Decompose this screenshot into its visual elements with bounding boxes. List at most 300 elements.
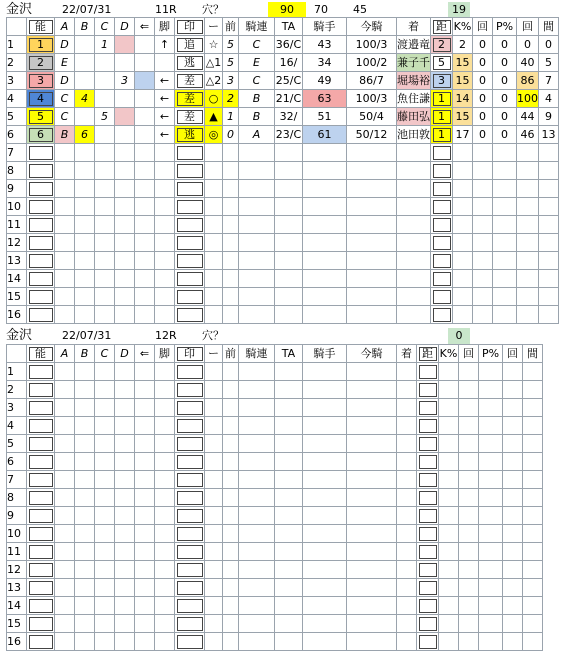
cell[interactable]	[223, 270, 239, 288]
cell[interactable]: ↑	[155, 36, 175, 54]
cell[interactable]	[479, 561, 503, 579]
cell[interactable]	[75, 525, 95, 543]
cell[interactable]	[439, 489, 459, 507]
cell[interactable]	[459, 453, 479, 471]
cell[interactable]	[175, 579, 205, 597]
cell[interactable]	[479, 633, 503, 651]
cell[interactable]: 0	[493, 90, 517, 108]
cell[interactable]	[303, 561, 347, 579]
cell[interactable]	[135, 72, 155, 90]
cell[interactable]	[135, 507, 155, 525]
cell[interactable]	[175, 471, 205, 489]
cell[interactable]	[303, 363, 347, 381]
cell[interactable]	[175, 417, 205, 435]
cell[interactable]	[503, 633, 523, 651]
cell[interactable]: 23/C	[275, 126, 303, 144]
cell[interactable]	[397, 198, 431, 216]
cell[interactable]	[55, 180, 75, 198]
cell[interactable]: 63	[303, 90, 347, 108]
cell[interactable]	[115, 381, 135, 399]
cell[interactable]	[493, 270, 517, 288]
cell[interactable]	[239, 525, 275, 543]
cell[interactable]	[347, 270, 397, 288]
cell[interactable]	[439, 399, 459, 417]
cell[interactable]	[303, 381, 347, 399]
cell[interactable]	[347, 381, 397, 399]
cell[interactable]	[275, 381, 303, 399]
cell[interactable]	[239, 162, 275, 180]
cell[interactable]	[95, 633, 115, 651]
cell[interactable]	[239, 417, 275, 435]
cell[interactable]	[459, 363, 479, 381]
cell[interactable]: ←	[155, 90, 175, 108]
cell[interactable]	[75, 270, 95, 288]
cell[interactable]	[135, 399, 155, 417]
cell[interactable]	[239, 507, 275, 525]
cell[interactable]	[155, 381, 175, 399]
cell[interactable]: 6	[75, 126, 95, 144]
cell[interactable]: ▲	[205, 108, 223, 126]
cell[interactable]	[175, 270, 205, 288]
cell[interactable]	[523, 471, 543, 489]
cell[interactable]	[27, 252, 55, 270]
cell[interactable]	[417, 579, 439, 597]
cell[interactable]	[397, 180, 431, 198]
cell[interactable]	[239, 453, 275, 471]
cell[interactable]	[347, 252, 397, 270]
cell[interactable]	[205, 363, 223, 381]
cell[interactable]	[175, 399, 205, 417]
cell[interactable]	[155, 453, 175, 471]
cell[interactable]	[205, 543, 223, 561]
cell[interactable]	[347, 180, 397, 198]
cell[interactable]	[397, 399, 417, 417]
cell[interactable]	[55, 561, 75, 579]
cell[interactable]	[95, 288, 115, 306]
cell[interactable]	[75, 561, 95, 579]
cell[interactable]	[275, 453, 303, 471]
cell[interactable]	[417, 363, 439, 381]
cell[interactable]	[55, 363, 75, 381]
cell[interactable]: 9	[7, 180, 27, 198]
cell[interactable]: 2	[7, 381, 27, 399]
cell[interactable]	[205, 270, 223, 288]
cell[interactable]	[27, 270, 55, 288]
cell[interactable]	[75, 306, 95, 324]
cell[interactable]	[135, 363, 155, 381]
cell[interactable]	[493, 252, 517, 270]
cell[interactable]	[347, 633, 397, 651]
cell[interactable]	[205, 633, 223, 651]
cell[interactable]	[115, 435, 135, 453]
cell[interactable]	[239, 597, 275, 615]
cell[interactable]	[27, 507, 55, 525]
cell[interactable]	[503, 489, 523, 507]
cell[interactable]: 11	[7, 216, 27, 234]
cell[interactable]	[539, 270, 559, 288]
cell[interactable]: 8	[7, 162, 27, 180]
cell[interactable]	[303, 579, 347, 597]
cell[interactable]	[115, 180, 135, 198]
cell[interactable]	[431, 252, 453, 270]
cell[interactable]	[223, 399, 239, 417]
cell[interactable]	[439, 381, 459, 399]
cell[interactable]	[155, 489, 175, 507]
cell[interactable]: 堀場裕	[397, 72, 431, 90]
cell[interactable]	[303, 288, 347, 306]
cell[interactable]: 46	[517, 126, 539, 144]
cell[interactable]: 12	[7, 561, 27, 579]
cell[interactable]	[397, 597, 417, 615]
cell[interactable]	[397, 363, 417, 381]
cell[interactable]: 2	[223, 90, 239, 108]
cell[interactable]	[75, 234, 95, 252]
cell[interactable]	[175, 180, 205, 198]
cell[interactable]	[275, 288, 303, 306]
cell[interactable]	[205, 435, 223, 453]
cell[interactable]: 100	[517, 90, 539, 108]
cell[interactable]	[493, 144, 517, 162]
cell[interactable]	[417, 525, 439, 543]
cell[interactable]	[175, 507, 205, 525]
cell[interactable]: 86/7	[347, 72, 397, 90]
cell[interactable]	[439, 417, 459, 435]
cell[interactable]	[417, 471, 439, 489]
cell[interactable]: 2	[431, 36, 453, 54]
cell[interactable]: 49	[303, 72, 347, 90]
cell[interactable]: 15	[7, 615, 27, 633]
cell[interactable]	[55, 507, 75, 525]
cell[interactable]: 50/12	[347, 126, 397, 144]
cell[interactable]	[439, 579, 459, 597]
cell[interactable]	[479, 417, 503, 435]
cell[interactable]	[275, 633, 303, 651]
cell[interactable]	[155, 198, 175, 216]
cell[interactable]	[239, 471, 275, 489]
cell[interactable]: 9	[539, 108, 559, 126]
cell[interactable]: 13	[7, 579, 27, 597]
cell[interactable]	[135, 306, 155, 324]
cell[interactable]	[539, 288, 559, 306]
cell[interactable]	[431, 288, 453, 306]
cell[interactable]: 10	[7, 198, 27, 216]
cell[interactable]	[417, 381, 439, 399]
cell[interactable]: 61	[303, 126, 347, 144]
cell[interactable]	[503, 381, 523, 399]
cell[interactable]: 1	[223, 108, 239, 126]
cell[interactable]	[135, 381, 155, 399]
cell[interactable]	[223, 597, 239, 615]
cell[interactable]: 3	[431, 72, 453, 90]
cell[interactable]: 11	[7, 543, 27, 561]
cell[interactable]	[95, 216, 115, 234]
cell[interactable]	[223, 180, 239, 198]
cell[interactable]	[223, 198, 239, 216]
cell[interactable]	[239, 633, 275, 651]
cell[interactable]: 1	[431, 126, 453, 144]
cell[interactable]	[479, 435, 503, 453]
cell[interactable]	[503, 471, 523, 489]
cell[interactable]	[223, 144, 239, 162]
cell[interactable]	[175, 252, 205, 270]
cell[interactable]: 15	[453, 108, 473, 126]
cell[interactable]	[453, 234, 473, 252]
cell[interactable]: 5	[539, 54, 559, 72]
cell[interactable]	[115, 54, 135, 72]
cell[interactable]	[453, 216, 473, 234]
cell[interactable]	[397, 270, 431, 288]
cell[interactable]	[517, 216, 539, 234]
cell[interactable]	[95, 54, 115, 72]
cell[interactable]	[115, 252, 135, 270]
cell[interactable]	[205, 144, 223, 162]
cell[interactable]	[135, 471, 155, 489]
cell[interactable]	[27, 597, 55, 615]
cell[interactable]	[155, 561, 175, 579]
cell[interactable]	[155, 363, 175, 381]
cell[interactable]	[239, 270, 275, 288]
cell[interactable]	[439, 507, 459, 525]
cell[interactable]	[347, 306, 397, 324]
cell[interactable]	[135, 270, 155, 288]
cell[interactable]	[175, 234, 205, 252]
cell[interactable]	[223, 234, 239, 252]
cell[interactable]: ○	[205, 90, 223, 108]
cell[interactable]	[135, 234, 155, 252]
cell[interactable]	[223, 252, 239, 270]
cell[interactable]	[523, 597, 543, 615]
cell[interactable]	[115, 471, 135, 489]
cell[interactable]	[155, 288, 175, 306]
cell[interactable]	[275, 252, 303, 270]
cell[interactable]	[95, 363, 115, 381]
cell[interactable]	[275, 306, 303, 324]
cell[interactable]	[523, 399, 543, 417]
cell[interactable]	[503, 579, 523, 597]
cell[interactable]: △1	[205, 54, 223, 72]
cell[interactable]	[397, 288, 431, 306]
cell[interactable]	[303, 399, 347, 417]
cell[interactable]	[479, 381, 503, 399]
cell[interactable]	[95, 198, 115, 216]
cell[interactable]	[473, 288, 493, 306]
cell[interactable]	[115, 615, 135, 633]
cell[interactable]	[459, 579, 479, 597]
cell[interactable]: C	[239, 72, 275, 90]
cell[interactable]: 5	[95, 108, 115, 126]
cell[interactable]: 50/4	[347, 108, 397, 126]
cell[interactable]: B	[55, 126, 75, 144]
cell[interactable]: 0	[473, 108, 493, 126]
cell[interactable]	[347, 216, 397, 234]
cell[interactable]	[539, 252, 559, 270]
cell[interactable]: 3	[7, 72, 27, 90]
cell[interactable]	[175, 216, 205, 234]
cell[interactable]	[205, 288, 223, 306]
cell[interactable]	[275, 561, 303, 579]
cell[interactable]	[55, 288, 75, 306]
cell[interactable]	[523, 525, 543, 543]
cell[interactable]	[417, 615, 439, 633]
cell[interactable]: 0	[493, 108, 517, 126]
cell[interactable]: 0	[473, 72, 493, 90]
cell[interactable]	[155, 270, 175, 288]
cell[interactable]	[275, 525, 303, 543]
cell[interactable]	[479, 489, 503, 507]
cell[interactable]	[493, 162, 517, 180]
cell[interactable]	[175, 435, 205, 453]
cell[interactable]: 2	[27, 54, 55, 72]
cell[interactable]: 差	[175, 72, 205, 90]
cell[interactable]	[417, 633, 439, 651]
cell[interactable]	[239, 543, 275, 561]
cell[interactable]	[135, 252, 155, 270]
cell[interactable]	[27, 543, 55, 561]
cell[interactable]	[205, 198, 223, 216]
cell[interactable]	[55, 435, 75, 453]
cell[interactable]	[155, 507, 175, 525]
cell[interactable]	[115, 162, 135, 180]
cell[interactable]: 4	[27, 90, 55, 108]
cell[interactable]	[417, 561, 439, 579]
cell[interactable]	[517, 198, 539, 216]
cell[interactable]	[95, 417, 115, 435]
cell[interactable]	[95, 561, 115, 579]
cell[interactable]	[459, 543, 479, 561]
cell[interactable]	[27, 453, 55, 471]
cell[interactable]	[347, 417, 397, 435]
cell[interactable]	[417, 399, 439, 417]
cell[interactable]	[115, 216, 135, 234]
cell[interactable]	[75, 399, 95, 417]
cell[interactable]: 5	[7, 108, 27, 126]
cell[interactable]	[95, 381, 115, 399]
cell[interactable]	[439, 471, 459, 489]
cell[interactable]	[175, 162, 205, 180]
cell[interactable]	[27, 234, 55, 252]
cell[interactable]	[27, 579, 55, 597]
cell[interactable]: ☆	[205, 36, 223, 54]
cell[interactable]: 16	[7, 306, 27, 324]
cell[interactable]	[205, 252, 223, 270]
cell[interactable]	[539, 198, 559, 216]
cell[interactable]	[155, 525, 175, 543]
cell[interactable]	[347, 453, 397, 471]
cell[interactable]	[27, 399, 55, 417]
cell[interactable]	[453, 162, 473, 180]
cell[interactable]	[75, 108, 95, 126]
cell[interactable]	[135, 489, 155, 507]
cell[interactable]	[303, 270, 347, 288]
cell[interactable]	[95, 435, 115, 453]
cell[interactable]	[155, 180, 175, 198]
cell[interactable]: 4	[75, 90, 95, 108]
cell[interactable]	[115, 507, 135, 525]
cell[interactable]	[205, 489, 223, 507]
cell[interactable]	[347, 525, 397, 543]
cell[interactable]	[523, 579, 543, 597]
cell[interactable]	[397, 525, 417, 543]
cell[interactable]	[175, 615, 205, 633]
cell[interactable]	[135, 126, 155, 144]
cell[interactable]	[431, 180, 453, 198]
cell[interactable]	[115, 561, 135, 579]
cell[interactable]	[453, 270, 473, 288]
cell[interactable]	[75, 72, 95, 90]
cell[interactable]	[539, 162, 559, 180]
cell[interactable]	[417, 417, 439, 435]
cell[interactable]	[275, 435, 303, 453]
cell[interactable]	[55, 234, 75, 252]
cell[interactable]: △2	[205, 72, 223, 90]
cell[interactable]	[397, 507, 417, 525]
cell[interactable]	[303, 435, 347, 453]
cell[interactable]	[55, 633, 75, 651]
cell[interactable]: ←	[155, 126, 175, 144]
cell[interactable]	[459, 561, 479, 579]
cell[interactable]	[55, 525, 75, 543]
cell[interactable]	[523, 543, 543, 561]
cell[interactable]	[205, 162, 223, 180]
cell[interactable]	[135, 288, 155, 306]
cell[interactable]	[347, 234, 397, 252]
cell[interactable]	[55, 597, 75, 615]
cell[interactable]	[223, 525, 239, 543]
cell[interactable]	[397, 543, 417, 561]
cell[interactable]: C	[239, 36, 275, 54]
cell[interactable]	[75, 54, 95, 72]
cell[interactable]: 14	[7, 597, 27, 615]
cell[interactable]: 0	[473, 54, 493, 72]
cell[interactable]	[303, 525, 347, 543]
cell[interactable]	[239, 381, 275, 399]
cell[interactable]	[479, 579, 503, 597]
cell[interactable]	[223, 162, 239, 180]
cell[interactable]	[55, 306, 75, 324]
cell[interactable]	[95, 489, 115, 507]
cell[interactable]	[397, 252, 431, 270]
cell[interactable]: 6	[27, 126, 55, 144]
cell[interactable]	[75, 180, 95, 198]
cell[interactable]	[155, 579, 175, 597]
cell[interactable]	[55, 579, 75, 597]
cell[interactable]: 0	[493, 72, 517, 90]
cell[interactable]	[55, 252, 75, 270]
cell[interactable]	[155, 435, 175, 453]
cell[interactable]	[115, 234, 135, 252]
cell[interactable]	[205, 180, 223, 198]
cell[interactable]	[95, 234, 115, 252]
cell[interactable]	[27, 489, 55, 507]
cell[interactable]: 17	[453, 126, 473, 144]
cell[interactable]: 兼子千	[397, 54, 431, 72]
cell[interactable]: 25/C	[275, 72, 303, 90]
cell[interactable]	[453, 180, 473, 198]
cell[interactable]	[347, 363, 397, 381]
cell[interactable]	[397, 306, 431, 324]
cell[interactable]	[55, 471, 75, 489]
cell[interactable]	[27, 633, 55, 651]
cell[interactable]	[347, 489, 397, 507]
cell[interactable]	[479, 597, 503, 615]
cell[interactable]	[27, 561, 55, 579]
cell[interactable]	[517, 162, 539, 180]
cell[interactable]: 14	[7, 270, 27, 288]
cell[interactable]: 0	[517, 36, 539, 54]
cell[interactable]	[303, 453, 347, 471]
cell[interactable]	[223, 489, 239, 507]
cell[interactable]	[115, 489, 135, 507]
